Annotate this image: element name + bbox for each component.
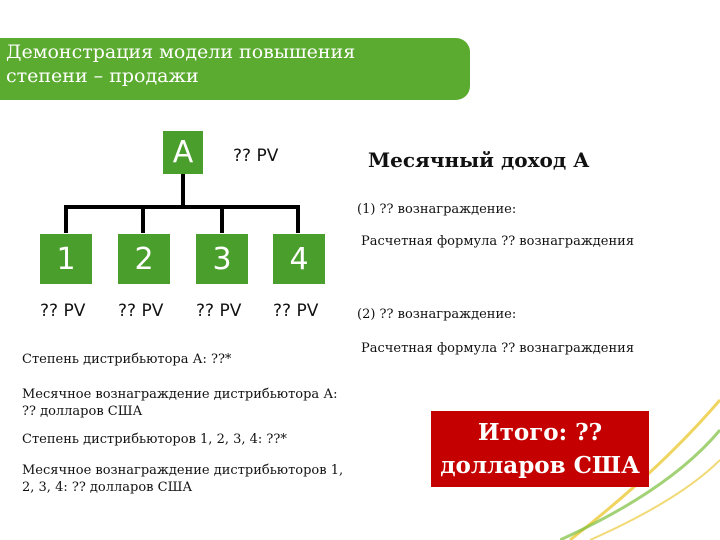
total-line-2: долларов США: [440, 452, 640, 479]
distributors-1234-level: Степень дистрибьюторов 1, 2, 3, 4: ??*: [22, 432, 287, 447]
node-a: A: [163, 131, 203, 174]
formula-2-text: Расчетная формула ?? вознаграждения: [361, 341, 635, 356]
monthly-income-heading: Месячный доход А: [368, 148, 590, 172]
distributors-1234-monthly-reward: [22, 462, 343, 496]
node-a-pv: ?? PV: [233, 146, 279, 166]
distributor-a-monthly-line-1: Месячное вознаграждение дистрибьютора А:: [22, 387, 338, 402]
node-4: 4: [273, 234, 325, 284]
node-3: 3: [196, 234, 248, 284]
total-line-1: Итого: ??: [477, 419, 603, 446]
node-3-pv: ?? PV: [196, 301, 242, 321]
page-title-line-2: степени – продажи: [6, 65, 199, 87]
formula-1-text: Расчетная формула ?? вознаграждения: [361, 234, 635, 249]
reward-2-label: (2) ?? вознаграждение:: [357, 307, 517, 322]
distributor-a-monthly-line-2: ?? долларов США: [22, 404, 143, 419]
distributor-a-monthly-reward: [22, 386, 338, 420]
distributors-1234-monthly-line-1: Месячное вознаграждение дистрибьюторов 1,: [22, 463, 344, 478]
distributors-1234-monthly-line-2: 2, 3, 4: ?? долларов США: [22, 480, 193, 495]
reward-1-label: (1) ?? вознаграждение:: [357, 202, 517, 217]
distributor-a-level: Степень дистрибьютора А: ??*: [22, 352, 232, 367]
node-1-pv: ?? PV: [40, 301, 86, 321]
node-2: 2: [118, 234, 170, 284]
node-4-pv: ?? PV: [273, 301, 319, 321]
node-2-pv: ?? PV: [118, 301, 164, 321]
page-title-line-1: Демонстрация модели повышения: [6, 41, 356, 63]
total-box: [431, 411, 649, 487]
node-1: 1: [40, 234, 92, 284]
